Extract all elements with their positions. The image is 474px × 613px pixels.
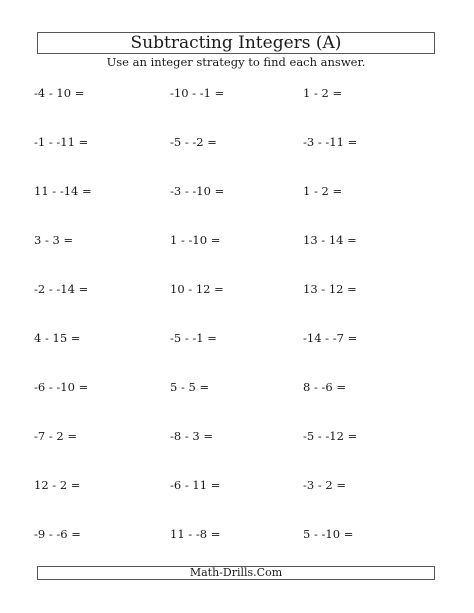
- worksheet-title: Subtracting Integers (A): [37, 32, 435, 54]
- problem-r1-c1: -4 - 10 =: [34, 86, 85, 100]
- problem-r5-c2: 10 - 12 =: [170, 282, 224, 296]
- problem-r5-c1: -2 - -14 =: [34, 282, 89, 296]
- problem-r9-c2: -6 - 11 =: [170, 478, 221, 492]
- problem-r7-c2: 5 - 5 =: [170, 380, 210, 394]
- problem-r6-c1: 4 - 15 =: [34, 331, 81, 345]
- problem-r9-c1: 12 - 2 =: [34, 478, 81, 492]
- problem-r6-c2: -5 - -1 =: [170, 331, 217, 345]
- problem-r7-c1: -6 - -10 =: [34, 380, 89, 394]
- problem-r1-c3: 1 - 2 =: [303, 86, 343, 100]
- instructions: Use an integer strategy to find each answer.: [106, 55, 366, 69]
- problem-r10-c1: -9 - -6 =: [34, 527, 81, 541]
- problem-r2-c3: -3 - -11 =: [303, 135, 358, 149]
- problem-grid: [34, 86, 454, 541]
- problem-r4-c3: 13 - 14 =: [303, 233, 357, 247]
- problem-r1-c2: -10 - -1 =: [170, 86, 225, 100]
- problem-r10-c2: 11 - -8 =: [170, 527, 221, 541]
- problem-r8-c2: -8 - 3 =: [170, 429, 214, 443]
- problem-r5-c3: 13 - 12 =: [303, 282, 357, 296]
- problem-r8-c3: -5 - -12 =: [303, 429, 358, 443]
- problem-r6-c3: -14 - -7 =: [303, 331, 358, 345]
- problem-r4-c2: 1 - -10 =: [170, 233, 221, 247]
- problem-r10-c3: 5 - -10 =: [303, 527, 354, 541]
- problem-r4-c1: 3 - 3 =: [34, 233, 74, 247]
- problem-r2-c1: -1 - -11 =: [34, 135, 89, 149]
- problem-r3-c3: 1 - 2 =: [303, 184, 343, 198]
- footer-source: Math-Drills.Com: [37, 566, 435, 580]
- problem-r7-c3: 8 - -6 =: [303, 380, 347, 394]
- problem-r3-c1: 11 - -14 =: [34, 184, 92, 198]
- problem-r3-c2: -3 - -10 =: [170, 184, 225, 198]
- problem-r8-c1: -7 - 2 =: [34, 429, 78, 443]
- problem-r9-c3: -3 - 2 =: [303, 478, 347, 492]
- problem-r2-c2: -5 - -2 =: [170, 135, 217, 149]
